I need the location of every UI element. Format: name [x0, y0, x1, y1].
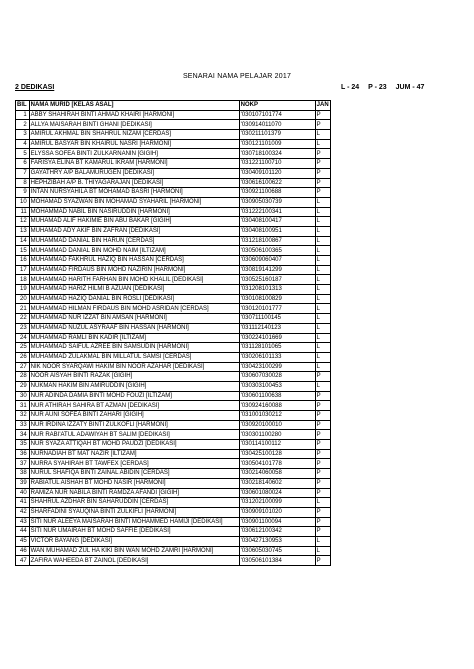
cell-bil: 35: [16, 440, 30, 450]
cell-name: NURUL SHAFIQA BINTI ZAINAL ABIDIN [CERDAS]: [29, 469, 239, 479]
cell-bil: 5: [16, 149, 30, 159]
cell-name: MUHAMMAD NUR IZZAT BIN AMSAN [HARMONI]: [29, 314, 239, 324]
table-header-row: [16, 101, 346, 111]
cell-nokp: '030114100112: [239, 440, 315, 450]
table-row: [16, 420, 346, 430]
cell-name: NUR RABI'ATUL ADAWIYAH BT SALIM [DEDIKASI]: [29, 430, 239, 440]
table-row: [16, 536, 346, 546]
cell-name: AMIRUL AKHMAL BIN SHAHRUL NIZAM [CERDAS]: [29, 130, 239, 140]
cell-nokp: '030409101120: [239, 168, 315, 178]
table-row: [16, 440, 346, 450]
cell-bil: 42: [16, 507, 30, 517]
cell-bil: 30: [16, 391, 30, 401]
cell-empty: [330, 197, 345, 207]
cell-name: NUR ADINDA DAMIA BINTI MOHD FOUZI [ILTIZAM]: [29, 391, 239, 401]
table-row: [16, 507, 346, 517]
cell-nokp: '030108100829: [239, 294, 315, 304]
cell-bil: 34: [16, 430, 30, 440]
cell-jan: L: [315, 343, 330, 353]
cell-name: RAMIZA NUR NABILA BINTI RAMDZA AFANDI [GIGIH]: [29, 488, 239, 498]
cell-jan: P: [315, 459, 330, 469]
cell-name: ZAFIRA WAHEEDA BT ZAINOL [DEDIKASI]: [29, 556, 239, 566]
table-row: [16, 120, 346, 130]
cell-nokp: '030425100128: [239, 449, 315, 459]
cell-nokp: '030408100417: [239, 217, 315, 227]
cell-empty: [330, 459, 345, 469]
cell-jan: L: [315, 294, 330, 304]
cell-nokp: '031001030212: [239, 411, 315, 421]
table-row: [16, 207, 346, 217]
cell-empty: [330, 391, 345, 401]
cell-bil: 41: [16, 498, 30, 508]
cell-jan: P: [315, 401, 330, 411]
cell-name: MUHAMMAD FAKHRUL HAZIQ BIN HASSAN [CERDAS]: [29, 256, 239, 266]
cell-nokp: '030901100094: [239, 517, 315, 527]
cell-empty: [330, 372, 345, 382]
cell-nokp: '030601080024: [239, 488, 315, 498]
cell-nokp: '030206101133: [239, 352, 315, 362]
cell-jan: L: [315, 256, 330, 266]
cell-jan: P: [315, 372, 330, 382]
cell-name: MUHAMMAD NUZUL ASYRAAF BIN HASSAN [HARMONI]: [29, 323, 239, 333]
cell-jan: P: [315, 507, 330, 517]
cell-name: MUHAMMAD HILMAN FIRDAUS BIN MOHD ASRIDAN [CERDAS]: [29, 304, 239, 314]
cell-name: MOHAMMAD NABIL BIN NASIRUDDIN [HARMONI]: [29, 207, 239, 217]
cell-empty: [330, 236, 345, 246]
cell-jan: P: [315, 159, 330, 169]
cell-name: ABBY SHAHIRAH BINTI AHMAD KHAIRI [HARMONI]: [29, 110, 239, 120]
cell-jan: L: [315, 304, 330, 314]
cell-name: NOOR AISYAH BINTI RAZAK [GIGIH]: [29, 372, 239, 382]
cell-nokp: '030914011070: [239, 120, 315, 130]
cell-name: NUR ATHIRAH SAHIRA BT AZMAN [DEDIKASI]: [29, 401, 239, 411]
cell-name: NURRA SYAHIRAH BT TAWFEX [CERDAS]: [29, 459, 239, 469]
cell-nokp: '030909101020: [239, 507, 315, 517]
cell-empty: [330, 556, 345, 566]
cell-name: MUHAMMAD DANIAL BIN MOHD NAIM [ILTIZAM]: [29, 246, 239, 256]
cell-nokp: '030506101384: [239, 556, 315, 566]
cell-bil: 8: [16, 178, 30, 188]
cell-empty: [330, 517, 345, 527]
cell-name: NURNADIAH BT MAT NAZIR [ILTIZAM]: [29, 449, 239, 459]
cell-empty: [330, 440, 345, 450]
cell-bil: 25: [16, 343, 30, 353]
table-row: [16, 430, 346, 440]
cell-bil: 13: [16, 226, 30, 236]
cell-nokp: '030609060407: [239, 256, 315, 266]
cell-jan: P: [315, 188, 330, 198]
cell-bil: 37: [16, 459, 30, 469]
table-row: [16, 372, 346, 382]
cell-jan: L: [315, 536, 330, 546]
cell-jan: L: [315, 217, 330, 227]
cell-name: VICTOR BAYANG [DEDIKASI]: [29, 536, 239, 546]
cell-empty: [330, 110, 345, 120]
table-row: [16, 275, 346, 285]
cell-empty: [330, 130, 345, 140]
page-title: SENARAI NAMA PELAJAR 2017: [182, 73, 292, 80]
table-row: [16, 139, 346, 149]
cell-name: INTAN NURSYAHILA BT MOHAMAD BASRI [HARMONI]: [29, 188, 239, 198]
cell-name: SITI NUR UMAIRAH BT MOHD SAFFIE [DEDIKASI]: [29, 527, 239, 537]
cell-jan: L: [315, 197, 330, 207]
cell-jan: L: [315, 236, 330, 246]
table-row: [16, 449, 346, 459]
cell-bil: 36: [16, 449, 30, 459]
cell-jan: P: [315, 411, 330, 421]
cell-empty: [330, 217, 345, 227]
table-row: [16, 149, 346, 159]
header-name: NAMA MURID [KELAS ASAL]: [29, 101, 239, 111]
table-row: [16, 556, 346, 566]
table-row: [16, 323, 346, 333]
cell-jan: L: [315, 207, 330, 217]
cell-name: MUHAMMAD ZULAKMAL BIN MILLATUL SAMSI [CERDAS]: [29, 352, 239, 362]
cell-bil: 15: [16, 246, 30, 256]
cell-empty: [330, 323, 345, 333]
header-bil: BIL: [16, 101, 30, 111]
cell-name: SHARFADINI SYAUQINA BINTI ZULKIFLI [HARMONI]: [29, 507, 239, 517]
table-row: [16, 546, 346, 556]
table-row: [16, 285, 346, 295]
cell-name: RABIATUL AISHAH BT MOHD NASIR [HARMONI]: [29, 478, 239, 488]
cell-name: HEPHZIBAH A/P B. THIYAGARAJAN [DEDIKASI]: [29, 178, 239, 188]
cell-nokp: '030224101669: [239, 333, 315, 343]
cell-bil: 22: [16, 314, 30, 324]
cell-name: MUHAMMAD RAMLI BIN KADIR [ILTIZAM]: [29, 333, 239, 343]
cell-nokp: '030605030745: [239, 546, 315, 556]
cell-empty: [330, 226, 345, 236]
cell-empty: [330, 527, 345, 537]
cell-jan: L: [315, 362, 330, 372]
cell-jan: P: [315, 449, 330, 459]
header-nokp: NOKP: [239, 101, 315, 111]
cell-nokp: '031202100099: [239, 498, 315, 508]
cell-empty: [330, 139, 345, 149]
table-row: [16, 488, 346, 498]
cell-jan: P: [315, 469, 330, 479]
cell-jan: L: [315, 130, 330, 140]
cell-empty: [330, 246, 345, 256]
cell-nokp: '031218100867: [239, 236, 315, 246]
cell-bil: 9: [16, 188, 30, 198]
cell-name: SITI NUR ALEEYA MAISARAH BINTI MOHAMMED HAMIJI [DEDIKASI]: [29, 517, 239, 527]
cell-name: MUHAMMAD DANIAL BIN HARUN [CERDAS]: [29, 236, 239, 246]
cell-empty: [330, 488, 345, 498]
cell-empty: [330, 352, 345, 362]
cell-nokp: '030427130953: [239, 536, 315, 546]
cell-nokp: '030616100622: [239, 178, 315, 188]
cell-jan: P: [315, 556, 330, 566]
cell-bil: 31: [16, 401, 30, 411]
cell-empty: [330, 294, 345, 304]
cell-empty: [330, 304, 345, 314]
male-count: L - 24: [341, 84, 360, 91]
cell-jan: P: [315, 391, 330, 401]
cell-jan: L: [315, 498, 330, 508]
cell-bil: 3: [16, 130, 30, 140]
table-row: [16, 362, 346, 372]
cell-jan: L: [315, 381, 330, 391]
cell-nokp: '030504101778: [239, 459, 315, 469]
cell-nokp: '030218140602: [239, 478, 315, 488]
cell-nokp: '030920100010: [239, 420, 315, 430]
cell-empty: [330, 546, 345, 556]
cell-bil: 12: [16, 217, 30, 227]
cell-name: GAYATHRY A/P BALAMURUGEN [DEDIKASI]: [29, 168, 239, 178]
cell-empty: [330, 159, 345, 169]
cell-name: MUHAMAD ADY AKIF BIN ZAFRAN [DEDIKASI]: [29, 226, 239, 236]
table-row: [16, 498, 346, 508]
cell-nokp: '031222100341: [239, 207, 315, 217]
cell-jan: P: [315, 430, 330, 440]
table-row: [16, 217, 346, 227]
cell-empty: [330, 449, 345, 459]
cell-nokp: '031208101313: [239, 285, 315, 295]
cell-bil: 10: [16, 197, 30, 207]
gender-summary: [341, 84, 431, 91]
header-empty: [330, 101, 345, 111]
cell-bil: 46: [16, 546, 30, 556]
cell-empty: [330, 256, 345, 266]
cell-name: MUHAMMAD SAIFUL AZREE BIN SAMSUDIN [HARMONI]: [29, 343, 239, 353]
cell-nokp: '030121101009: [239, 139, 315, 149]
cell-jan: P: [315, 527, 330, 537]
cell-jan: P: [315, 440, 330, 450]
cell-empty: [330, 343, 345, 353]
cell-nokp: '030924160088: [239, 401, 315, 411]
table-row: [16, 178, 346, 188]
cell-jan: P: [315, 120, 330, 130]
cell-name: MUHAMMAD HAZIQ DANIAL BIN ROSLI [DEDIKASI]: [29, 294, 239, 304]
cell-empty: [330, 314, 345, 324]
table-row: [16, 527, 346, 537]
cell-jan: L: [315, 226, 330, 236]
cell-empty: [330, 420, 345, 430]
cell-empty: [330, 381, 345, 391]
cell-nokp: '030601100638: [239, 391, 315, 401]
cell-nokp: '031112140123: [239, 323, 315, 333]
cell-empty: [330, 178, 345, 188]
cell-empty: [330, 411, 345, 421]
table-row: [16, 110, 346, 120]
table-row: [16, 159, 346, 169]
cell-name: MUHAMMAD HARIZ HILMI B AZUAN [DEDIKASI]: [29, 285, 239, 295]
cell-empty: [330, 478, 345, 488]
table-row: [16, 236, 346, 246]
table-row: [16, 265, 346, 275]
cell-name: NUR AUNI SOFEA BINTI ZAHARI [GIGIH]: [29, 411, 239, 421]
total-count: JUM - 47: [395, 84, 425, 91]
cell-name: FARISYA ELINA BT KAMARUL IKRAM [HARMONI]: [29, 159, 239, 169]
cell-jan: L: [315, 275, 330, 285]
cell-bil: 45: [16, 536, 30, 546]
table-row: [16, 391, 346, 401]
cell-bil: 21: [16, 304, 30, 314]
cell-empty: [330, 507, 345, 517]
cell-empty: [330, 275, 345, 285]
table-row: [16, 226, 346, 236]
table-row: [16, 333, 346, 343]
cell-bil: 18: [16, 275, 30, 285]
cell-nokp: '030612100342: [239, 527, 315, 537]
table-row: [16, 343, 346, 353]
cell-nokp: '030905030739: [239, 197, 315, 207]
cell-bil: 33: [16, 420, 30, 430]
class-name: 2 DEDIKASI: [15, 84, 55, 91]
cell-empty: [330, 469, 345, 479]
table-row: [16, 168, 346, 178]
cell-jan: L: [315, 314, 330, 324]
cell-jan: P: [315, 168, 330, 178]
cell-nokp: '030214060058: [239, 469, 315, 479]
cell-nokp: '030718100324: [239, 149, 315, 159]
cell-name: MOHAMAD SYAZWAN BIN MOHAMAD SYAHARIL [HARMONI]: [29, 197, 239, 207]
cell-bil: 14: [16, 236, 30, 246]
cell-name: SHAHRUL AZDHAR BIN SAHARUDDIN [CERDAS]: [29, 498, 239, 508]
cell-bil: 43: [16, 517, 30, 527]
header-jan: JAN: [316, 102, 329, 109]
cell-bil: 6: [16, 159, 30, 169]
table-row: [16, 478, 346, 488]
cell-bil: 11: [16, 207, 30, 217]
cell-bil: 2: [16, 120, 30, 130]
cell-empty: [330, 333, 345, 343]
cell-jan: P: [315, 517, 330, 527]
cell-bil: 17: [16, 265, 30, 275]
cell-bil: 47: [16, 556, 30, 566]
table-row: [16, 314, 346, 324]
cell-nokp: '030423100299: [239, 362, 315, 372]
cell-bil: 44: [16, 527, 30, 537]
cell-jan: L: [315, 246, 330, 256]
cell-bil: 28: [16, 372, 30, 382]
cell-bil: 23: [16, 323, 30, 333]
cell-jan: L: [315, 139, 330, 149]
cell-nokp: '030506100365: [239, 246, 315, 256]
cell-empty: [330, 362, 345, 372]
cell-empty: [330, 120, 345, 130]
table-row: [16, 401, 346, 411]
table-row: [16, 352, 346, 362]
cell-nokp: '030607030028: [239, 372, 315, 382]
cell-nokp: '031128101065: [239, 343, 315, 353]
table-row: [16, 469, 346, 479]
cell-jan: L: [315, 352, 330, 362]
table-row: [16, 459, 346, 469]
cell-empty: [330, 207, 345, 217]
cell-nokp: '030921100688: [239, 188, 315, 198]
cell-bil: 32: [16, 411, 30, 421]
cell-bil: 4: [16, 139, 30, 149]
table-row: [16, 304, 346, 314]
cell-jan: P: [315, 178, 330, 188]
cell-nokp: '030107101774: [239, 110, 315, 120]
cell-nokp: '030211101379: [239, 130, 315, 140]
cell-name: ELYSSA SOFEA BINTI ZULKARNANIN [GIGIH]: [29, 149, 239, 159]
cell-jan: L: [315, 265, 330, 275]
cell-bil: 38: [16, 469, 30, 479]
cell-nokp: '030819141299: [239, 265, 315, 275]
cell-nokp: '030301100280: [239, 430, 315, 440]
cell-nokp: '031221100710: [239, 159, 315, 169]
table-row: [16, 246, 346, 256]
cell-empty: [330, 536, 345, 546]
cell-empty: [330, 430, 345, 440]
cell-bil: 39: [16, 478, 30, 488]
cell-bil: 16: [16, 256, 30, 266]
cell-bil: 1: [16, 110, 30, 120]
cell-empty: [330, 168, 345, 178]
cell-name: NUR SYAZA ATTIQAH BT MOHD PAUDZI [DEDIKASI]: [29, 440, 239, 450]
cell-jan: P: [315, 149, 330, 159]
cell-jan: L: [315, 323, 330, 333]
cell-jan: P: [315, 478, 330, 488]
table-row: [16, 256, 346, 266]
cell-name: MUHAMMAD HARITH FARHAN BIN MOHD KHALIL [DEDIKASI]: [29, 275, 239, 285]
cell-name: MUHAMMAD FIRDAUS BIN MOHD NAZIRIN [HARMONI]: [29, 265, 239, 275]
cell-empty: [330, 498, 345, 508]
cell-bil: 7: [16, 168, 30, 178]
cell-jan: L: [315, 546, 330, 556]
cell-name: NUKMAN HAKIM BIN AMIRUDDIN [GIGIH]: [29, 381, 239, 391]
cell-bil: 29: [16, 381, 30, 391]
cell-empty: [330, 265, 345, 275]
cell-nokp: '030711100145: [239, 314, 315, 324]
table-row: [16, 411, 346, 421]
student-table-body: [16, 110, 346, 565]
cell-nokp: '030525160187: [239, 275, 315, 285]
table-row: [16, 188, 346, 198]
table-row: [16, 197, 346, 207]
cell-bil: 40: [16, 488, 30, 498]
cell-jan: L: [315, 333, 330, 343]
cell-name: MUHAMAD ALIF HAKIMIE BIN ABU BAKAR [GIGIH]: [29, 217, 239, 227]
cell-nokp: '030120101777: [239, 304, 315, 314]
cell-jan: L: [315, 285, 330, 295]
cell-bil: 24: [16, 333, 30, 343]
cell-nokp: '030408100951: [239, 226, 315, 236]
cell-empty: [330, 285, 345, 295]
cell-name: NIK NOOR SYARQAWI HAKIM BIN NOOR AZAHAR [DEDIKASI]: [29, 362, 239, 372]
cell-jan: P: [315, 420, 330, 430]
cell-empty: [330, 149, 345, 159]
cell-jan: P: [315, 488, 330, 498]
table-row: [16, 517, 346, 527]
cell-bil: 27: [16, 362, 30, 372]
cell-jan: P: [315, 110, 330, 120]
cell-name: NUR IRDINA IZZATY BINTI ZULKOFLI [HARMONI]: [29, 420, 239, 430]
cell-bil: 19: [16, 285, 30, 295]
cell-name: AMIRUL BASYAR BIN KHAIRUL NASRI [HARMONI]: [29, 139, 239, 149]
cell-empty: [330, 188, 345, 198]
table-row: [16, 130, 346, 140]
student-table: [15, 100, 346, 566]
female-count: P - 23: [368, 84, 387, 91]
cell-bil: 20: [16, 294, 30, 304]
cell-bil: 26: [16, 352, 30, 362]
cell-name: WAN MUHAMAD ZUL HA KIKI BIN WAN MOHD ZAMRI [HARMONI]: [29, 546, 239, 556]
table-row: [16, 294, 346, 304]
cell-empty: [330, 401, 345, 411]
cell-nokp: '030303100453: [239, 381, 315, 391]
table-row: [16, 381, 346, 391]
cell-name: ALLYA MAISARAH BINTI GHANI [DEDIKASI]: [29, 120, 239, 130]
